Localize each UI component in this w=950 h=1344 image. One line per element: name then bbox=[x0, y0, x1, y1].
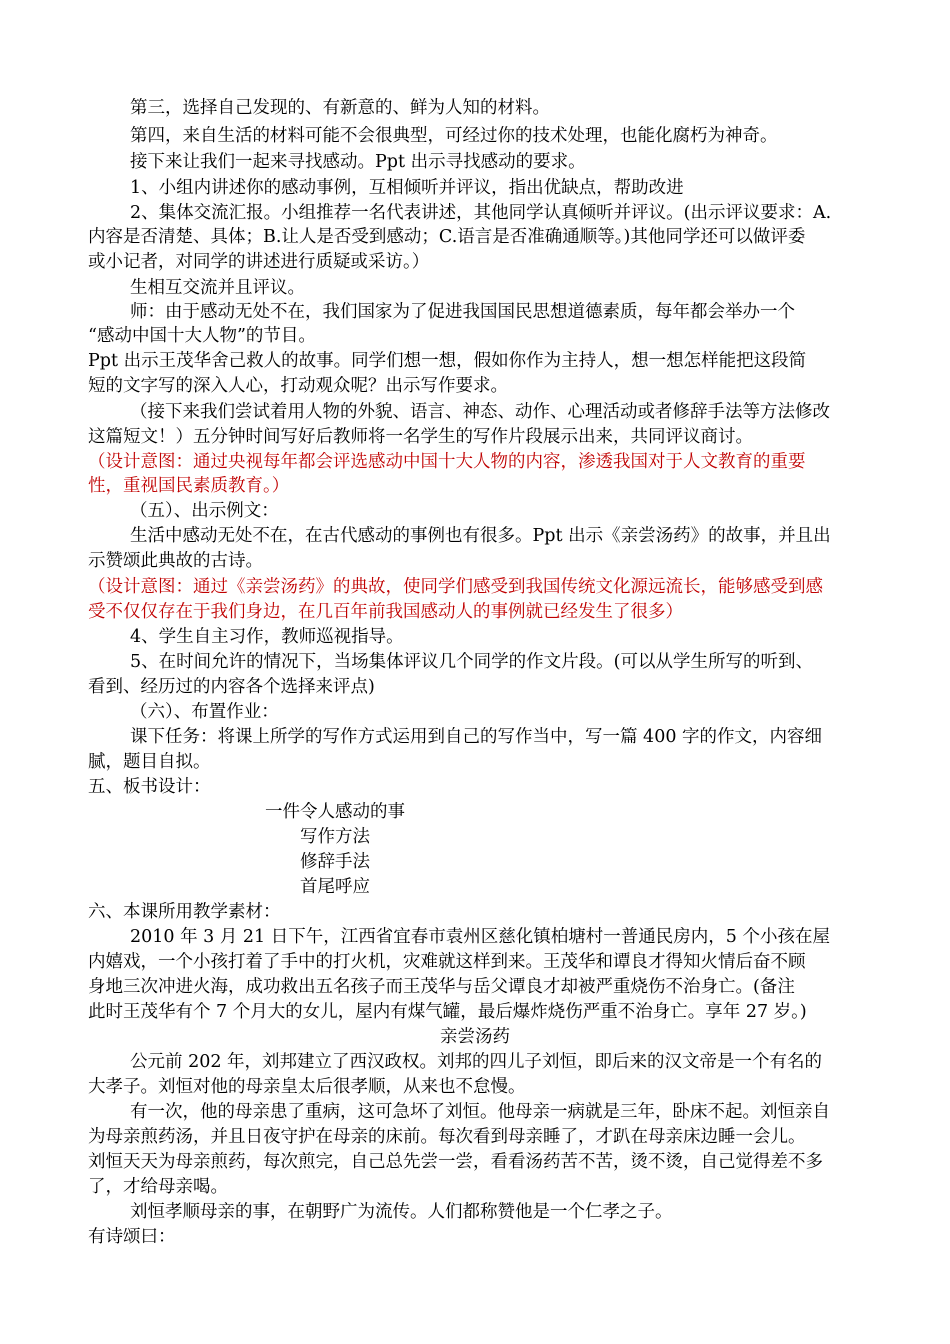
story-p2-line4: 了，才给母亲喝。 bbox=[88, 1177, 228, 1197]
material-line2: 内嬉戏，一个小孩打着了手中的打火机，灾难就这样到来。王茂华和谭良才得知火情后奋不顾 bbox=[88, 952, 806, 972]
student-discuss: 生相互交流并且评议。 bbox=[130, 278, 305, 298]
ppt-line2: 短的文字写的深入人心，打动观众呢？出示写作要求。 bbox=[88, 376, 508, 396]
material-heading: 六、本课所用教学素材： bbox=[88, 902, 281, 922]
design-note-2-line1: （设计意图：通过《亲尝汤药》的典故，使同学们感受到我国传统文化源远流长，能够感受到感 bbox=[88, 577, 823, 597]
material-line4: 此时王茂华有个 7 个月大的女儿，屋内有煤气罐，最后爆炸烧伤严重不治身亡。享年 27 岁。) bbox=[88, 1002, 807, 1022]
story-p2-line2: 为母亲煎药汤，并且日夜守护在母亲的床前。每次看到母亲睡了，才趴在母亲床边睡一会儿。 bbox=[88, 1127, 806, 1147]
board-main-title: 一件令人感动的事 bbox=[265, 802, 405, 822]
requirement-2-line1: 2、集体交流汇报。小组推荐一名代表讲述，其他同学认真倾听并评议。(出示评议要求：A. bbox=[130, 203, 832, 223]
example-line2: 示赞颂此典故的古诗。 bbox=[88, 551, 263, 571]
teacher-line2: “感动中国十大人物”的节目。 bbox=[88, 326, 316, 346]
story-p1-line2: 大孝子。刘恒对他的母亲皇太后很孝顺，从来也不怠慢。 bbox=[88, 1077, 526, 1097]
requirement-2-line2: 内容是否清楚、具体；B.让人是否受到感动；C.语言是否准确通顺等。)其他同学还可以做评委 bbox=[88, 227, 806, 247]
story-p1-line1: 公元前 202 年，刘邦建立了西汉政权。刘邦的四儿子刘恒，即后来的汉文帝是一个有名的 bbox=[130, 1052, 823, 1072]
teacher-line1: 师：由于感动无处不在，我们国家为了促进我国国民思想道德素质，每年都会举办一个 bbox=[130, 302, 795, 322]
homework-line2: 腻，题目自拟。 bbox=[88, 752, 211, 772]
design-note-1-line1: （设计意图：通过央视每年都会评选感动中国十大人物的内容，渗透我国对于人文教育的重要 bbox=[88, 452, 806, 472]
board-item-2: 修辞手法 bbox=[300, 852, 370, 872]
step-5-line2: 看到、经历过的内容各个选择来评点) bbox=[88, 677, 375, 697]
board-item-3: 首尾呼应 bbox=[300, 877, 370, 897]
paragraph-fourth: 第四，来自生活的材料可能不会很典型，可经过你的技术处理，也能化腐朽为神奇。 bbox=[130, 126, 778, 146]
homework-line1: 课下任务：将课上所学的写作方式运用到自己的写作当中，写一篇 400 字的作文，内容细 bbox=[130, 727, 823, 747]
story-p2-line1: 有一次，他的母亲患了重病，这可急坏了刘恒。他母亲一病就是三年，卧床不起。刘恒亲自 bbox=[130, 1102, 830, 1122]
ppt-line1: Ppt 出示王茂华舍己救人的故事。同学们想一想，假如你作为主持人，想一想怎样能把这段简 bbox=[88, 351, 807, 371]
example-line1: 生活中感动无处不在，在古代感动的事例也有很多。Ppt 出示《亲尝汤药》的故事，并且出 bbox=[130, 526, 831, 546]
design-note-1-line2: 性，重视国民素质教育。） bbox=[88, 476, 290, 496]
story-p2-line3: 刘恒天天为母亲煎药，每次煎完，自己总先尝一尝，看看汤药苦不苦，烫不烫，自己觉得差不多 bbox=[88, 1152, 823, 1172]
section-6-heading: （六）、布置作业： bbox=[130, 702, 279, 722]
board-item-1: 写作方法 bbox=[300, 827, 370, 847]
paragraph-third: 第三，选择自己发现的、有新意的、鲜为人知的材料。 bbox=[130, 98, 550, 118]
board-design-heading: 五、板书设计： bbox=[88, 777, 211, 797]
story-p3: 刘恒孝顺母亲的事，在朝野广为流传。人们都称赞他是一个仁孝之子。 bbox=[130, 1202, 673, 1222]
step-4: 4、学生自主习作，教师巡视指导。 bbox=[130, 627, 404, 647]
material-line3: 身地三次冲进火海，成功救出五名孩子而王茂华与岳父谭良才却被严重烧伤不治身亡。(备注 bbox=[88, 977, 795, 997]
next2-line2: 这篇短文！）五分钟时间写好后教师将一名学生的写作片段展示出来，共同评议商讨。 bbox=[88, 427, 753, 447]
story-title: 亲尝汤药 bbox=[440, 1027, 510, 1047]
next2-line1: （接下来我们尝试着用人物的外貌、语言、神态、动作、心理活动或者修辞手法等方法修改 bbox=[130, 402, 830, 422]
section-5-heading: （五）、出示例文： bbox=[130, 501, 279, 521]
poem-intro: 有诗颂曰： bbox=[88, 1227, 176, 1247]
requirement-2-line3: 或小记者，对同学的讲述进行质疑或采访。） bbox=[88, 252, 430, 272]
paragraph-next: 接下来让我们一起来寻找感动。Ppt 出示寻找感动的要求。 bbox=[130, 152, 586, 172]
material-line1: 2010 年 3 月 21 日下午，江西省宜春市袁州区慈化镇柏塘村一普通民房内，5 个小孩在屋 bbox=[130, 927, 830, 947]
requirement-1: 1、小组内讲述你的感动事例，互相倾听并评议，指出优缺点，帮助改进 bbox=[130, 178, 684, 198]
step-5-line1: 5、在时间允许的情况下，当场集体评议几个同学的作文片段。(可以从学生所写的听到、 bbox=[130, 652, 813, 672]
design-note-2-line2: 受不仅仅存在于我们身边，在几百年前我国感动人的事例就已经发生了很多） bbox=[88, 602, 683, 622]
